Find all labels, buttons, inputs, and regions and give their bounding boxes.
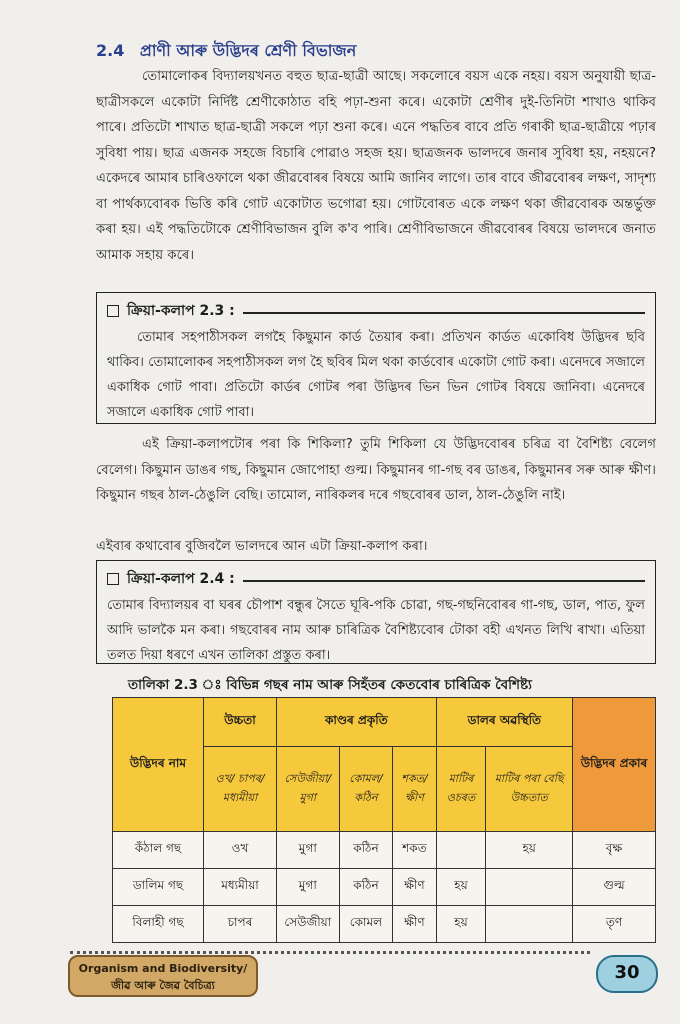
activity-title — [107, 299, 645, 323]
table-caption: তালিকা 2.3 ঃ বিভিন্ন গছৰ নাম আৰু সিহঁতৰ কেতবোৰ চাৰিত্ৰিক বৈশিষ্ট্য — [128, 677, 532, 693]
cell-height: চাপৰ — [204, 906, 277, 943]
cell-texture: কঠিন — [339, 832, 393, 869]
table-row — [113, 832, 656, 869]
title-rule — [243, 580, 645, 582]
book-title-badge — [68, 955, 258, 997]
title-rule — [243, 312, 645, 314]
plant-characteristics-table — [112, 697, 656, 943]
activity-text: তোমাৰ সহপাঠীসকল লগহৈ কিছুমান কাৰ্ড তৈয়াৰ কৰা। প্ৰতিখন কাৰ্ডত একোবিধ উদ্ভিদৰ ছবি থাকিব। তোমালোকৰ সহপাঠীসকল লগ হৈ ছবিৰ মিল থকা কাৰ্ডবোৰ একোটা গোট কৰা। এনেদৰে সজালে একাধিক গোট পাবা। প্ৰতিটো কাৰ্ডৰ গোটৰ পৰা উদ্ভিদৰ ভিন ভিন গোটৰ বিষয়ে জানিবা। এনেদৰে সজালে একাধিক গোট পাবা। — [107, 330, 645, 420]
cell-plant-name: ডালিম গছ — [113, 869, 204, 906]
checkbox-square-icon — [107, 305, 119, 317]
cell-plant-type: বৃক্ষ — [573, 832, 656, 869]
section-number: 2.4 — [96, 41, 125, 60]
cell-texture: কঠিন — [339, 869, 393, 906]
cell-plant-name: বিলাহী গছ — [113, 906, 204, 943]
activity-title-text: ক্ৰিয়া-কলাপ 2.3 : — [127, 303, 235, 319]
cell-thickness: ক্ষীণ — [393, 869, 436, 906]
cell-texture: কোমল — [339, 906, 393, 943]
page-number: 30 — [596, 955, 658, 993]
subheader-thickness: শকত/ ক্ষীণ — [393, 747, 436, 832]
footer-dotted-rule — [70, 951, 590, 954]
discussion-paragraph: এই ক্ৰিয়া-কলাপটোৰ পৰা কি শিকিলা? তুমি শিকিলা যে উদ্ভিদবোৰৰ চৰিত্ৰ বা বৈশিষ্ট্য বেলেগ বেলেগ। কিছুমান ডাঙৰ গছ, কিছুমান জোপোহা গুল্ম। কিছুমানৰ গা-গছ বৰ ডাঙৰ, কিছুমানৰ সৰু আৰু ক্ষীণ। কিছুমান গছৰ ঠাল-ঠেঙুলি বেছি। তামোল, নাৰিকলৰ দৰে গছবোৰৰ ডাল, ঠাল-ঠেঙুলি নাই। — [96, 437, 656, 503]
cell-plant-type: তৃণ — [573, 906, 656, 943]
table-row — [113, 869, 656, 906]
cell-near-ground: হয় — [436, 906, 486, 943]
cell-near-ground — [436, 832, 486, 869]
book-title-assamese: জীৱ আৰু জৈৱ বৈচিত্ৰ্য — [111, 979, 215, 992]
cell-high-above-ground: হয় — [486, 832, 573, 869]
cell-plant-type: গুল্ম — [573, 869, 656, 906]
cell-thickness: ক্ষীণ — [393, 906, 436, 943]
activity-box-2-4 — [96, 560, 656, 664]
header-plant-type: উদ্ভিদৰ প্ৰকাৰ — [573, 698, 656, 832]
cell-colour: সেউজীয়া — [277, 906, 340, 943]
subheader-texture: কোমল/ কঠিন — [339, 747, 393, 832]
activity-box-2-3 — [96, 292, 656, 424]
cell-height: ওখ — [204, 832, 277, 869]
section-heading — [96, 38, 656, 65]
header-height: উচ্চতা — [204, 698, 277, 747]
cell-plant-name: কঁঠাল গছ — [113, 832, 204, 869]
cell-thickness: শকত — [393, 832, 436, 869]
cell-high-above-ground — [486, 906, 573, 943]
cell-high-above-ground — [486, 869, 573, 906]
header-branch-position: ডালৰ অৱস্থিতি — [436, 698, 572, 747]
book-title-english: Organism and Biodiversity/ — [78, 962, 248, 975]
table-row — [113, 906, 656, 943]
intro-paragraph: তোমালোকৰ বিদ্যালয়খনত বহুত ছাত্ৰ-ছাত্ৰী আছে। সকলোৰে বয়স একে নহয়। বয়স অনুযায়ী ছাত্ৰ-ছাত্ৰীসকলে একোটা নিৰ্দিষ্ট শ্ৰেণীকোঠাত বহি পঢ়া-শুনা কৰে। একোটা শ্ৰেণীৰ দুই-তিনিটা শাখাও থাকিব পাৰে। প্ৰতিটো শাখাত ছাত্ৰ-ছাত্ৰী সকলে পঢ়া শুনা কৰে। এনে পদ্ধতিৰ বাবে প্ৰতি গৰাকী ছাত্ৰ-ছাত্ৰীয়ে পঢ়াৰ সুবিধা পায়। ছাত্ৰ এজনক সহজে বিচাৰি পোৱাও সহজ হয়। ছাত্ৰজনক ভালদৰে জনাৰ সুবিধা হয়, নহয়নে? একেদৰে আমাৰ চাৰিওফালে থকা জীৱবোৰৰ বিষয়ে আমি জানিব লাগে। তাৰ বাবে জীৱবোৰৰ লক্ষণ, সাদৃশ্য বা পাৰ্থক্যবোৰক ভিত্তি কৰি গোট একোটাত ভগোৱা হয়। গোটবোৰত একে লক্ষণ থকা জীৱবোৰক অন্তৰ্ভুক্ত কৰা হয়। এই পদ্ধতিটোকে শ্ৰেণীবিভাজন বুলি ক'ব পাৰি। শ্ৰেণীবিভাজনে জীৱবোৰৰ বিষয়ে ভালদৰে জনাত আমাক সহায় কৰে। — [96, 69, 656, 263]
activity-text: তোমাৰ বিদ্যালয়ৰ বা ঘৰৰ চৌপাশ বন্ধুৰ সৈতে ঘূৰি-পকি চোৱা, গছ-গছনিবোৰৰ গা-গছ, ডাল, পাত, ফুল আদি ভালকৈ মন কৰা। গছবোৰৰ নাম আৰু চাৰিত্ৰিক বৈশিষ্ট্যবোৰ টোকা বহী এখনত লিখি ৰাখা। এতিয়া তলত দিয়া ধৰণে এখন তালিকা প্ৰস্তুত কৰা। — [107, 598, 645, 663]
cell-colour: মুগা — [277, 869, 340, 906]
subheader-colour: সেউজীয়া/ মুগা — [277, 747, 340, 832]
section-title: প্ৰাণী আৰু উদ্ভিদৰ শ্ৰেণী বিভাজন — [139, 41, 357, 60]
cell-near-ground: হয় — [436, 869, 486, 906]
activity-title — [107, 567, 645, 591]
activity-title-text: ক্ৰিয়া-কলাপ 2.4 : — [127, 571, 235, 587]
checkbox-square-icon — [107, 573, 119, 585]
transition-paragraph: এইবাৰ কথাবোৰ বুজিবলৈ ভালদৰে আন এটা ক্ৰিয়া-কলাপ কৰা। — [96, 539, 428, 554]
subheader-height: ওখ/ চাপৰ/ মধ্যমীয়া — [204, 747, 277, 832]
subheader-near-ground: মাটিৰ ওচৰত — [436, 747, 486, 832]
cell-colour: মুগা — [277, 832, 340, 869]
subheader-high-above-ground: মাটিৰ পৰা বেছি উচ্চতাত — [486, 747, 573, 832]
header-plant-name: উদ্ভিদৰ নাম — [113, 698, 204, 832]
header-stem-nature: কাণ্ডৰ প্ৰকৃতি — [277, 698, 437, 747]
cell-height: মধ্যমীয়া — [204, 869, 277, 906]
